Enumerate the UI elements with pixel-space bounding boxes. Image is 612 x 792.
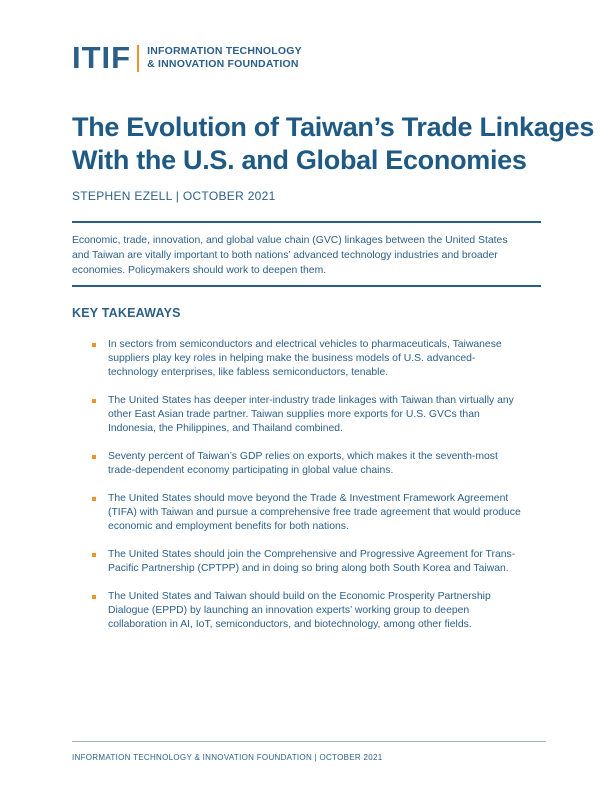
takeaway-item bbox=[92, 548, 552, 576]
summary-line: and Taiwan are vitally important to both nations’ advanced technology industries and broader bbox=[72, 250, 498, 261]
takeaway-item bbox=[92, 450, 552, 478]
report-title bbox=[72, 111, 595, 177]
takeaway-line: The United States should join the Comprehensive and Progressive Agreement for Trans- bbox=[108, 549, 516, 560]
bullet-icon bbox=[92, 399, 96, 403]
logo-wordmark bbox=[147, 45, 302, 71]
footer-rule bbox=[72, 741, 546, 742]
logo-line-1: INFORMATION TECHNOLOGY bbox=[147, 45, 302, 57]
takeaway-line: Indonesia, the Philippines, and Thailand combined. bbox=[108, 423, 343, 434]
key-takeaways-list bbox=[92, 338, 552, 646]
key-takeaways-heading: KEY TAKEAWAYS bbox=[72, 306, 181, 320]
summary-line: economies. Policymakers should work to deepen them. bbox=[72, 265, 327, 276]
byline: STEPHEN EZELL | OCTOBER 2021 bbox=[72, 189, 276, 203]
bullet-icon bbox=[92, 343, 96, 347]
summary-line: Economic, trade, innovation, and global value chain (GVC) linkages between the United States bbox=[72, 235, 508, 246]
bullet-icon bbox=[92, 553, 96, 557]
takeaway-item bbox=[92, 492, 552, 534]
logo-line-2: & INNOVATION FOUNDATION bbox=[147, 58, 299, 70]
summary-bottom-rule bbox=[72, 285, 541, 287]
summary-top-rule bbox=[72, 221, 541, 223]
takeaway-line: other East Asian trade partner. Taiwan supplies more exports for U.S. GVCs than bbox=[108, 409, 480, 420]
takeaway-item bbox=[92, 394, 552, 436]
bullet-icon bbox=[92, 497, 96, 501]
summary-paragraph bbox=[72, 233, 541, 278]
takeaway-line: (TIFA) with Taiwan and pursue a comprehensive free trade agreement that would produce bbox=[108, 507, 521, 518]
takeaway-line: The United States has deeper inter-industry trade linkages with Taiwan than virtually any bbox=[108, 395, 514, 406]
takeaway-line: economic and employment benefits for both nations. bbox=[108, 521, 349, 532]
logo-mark: ITIF bbox=[72, 40, 132, 75]
bullet-icon bbox=[92, 595, 96, 599]
logo-divider bbox=[137, 45, 139, 72]
title-line-2: With the U.S. and Global Economies bbox=[72, 145, 527, 175]
takeaway-line: Pacific Partnership (CPTPP) and in doing so bring along both South Korea and Taiwan. bbox=[108, 563, 509, 574]
takeaway-line: Seventy percent of Taiwan’s GDP relies on exports, which makes it the seventh-most bbox=[108, 451, 498, 462]
takeaway-line: trade-dependent economy participating in global value chains. bbox=[108, 465, 394, 476]
takeaway-item bbox=[92, 590, 552, 632]
takeaway-line: Dialogue (EPPD) by launching an innovation experts’ working group to deepen bbox=[108, 605, 470, 616]
takeaway-item bbox=[92, 338, 552, 380]
takeaway-line: In sectors from semiconductors and electrical vehicles to pharmaceuticals, Taiwanese bbox=[108, 339, 502, 350]
takeaway-line: The United States and Taiwan should build on the Economic Prosperity Partnership bbox=[108, 591, 491, 602]
takeaway-line: suppliers play key roles in helping make the business models of U.S. advanced- bbox=[108, 353, 476, 364]
takeaway-line: technology enterprises, like fabless semiconductors, tenable. bbox=[108, 367, 389, 378]
page-footer: INFORMATION TECHNOLOGY & INNOVATION FOUNDATION | OCTOBER 2021 bbox=[72, 753, 383, 762]
takeaway-line: collaboration in AI, IoT, semiconductors, and biotechnology, among other fields. bbox=[108, 619, 472, 630]
title-line-1: The Evolution of Taiwan’s Trade Linkages bbox=[72, 112, 595, 142]
takeaway-line: The United States should move beyond the Trade & Investment Framework Agreement bbox=[108, 493, 509, 504]
bullet-icon bbox=[92, 455, 96, 459]
itif-logo bbox=[72, 42, 302, 74]
